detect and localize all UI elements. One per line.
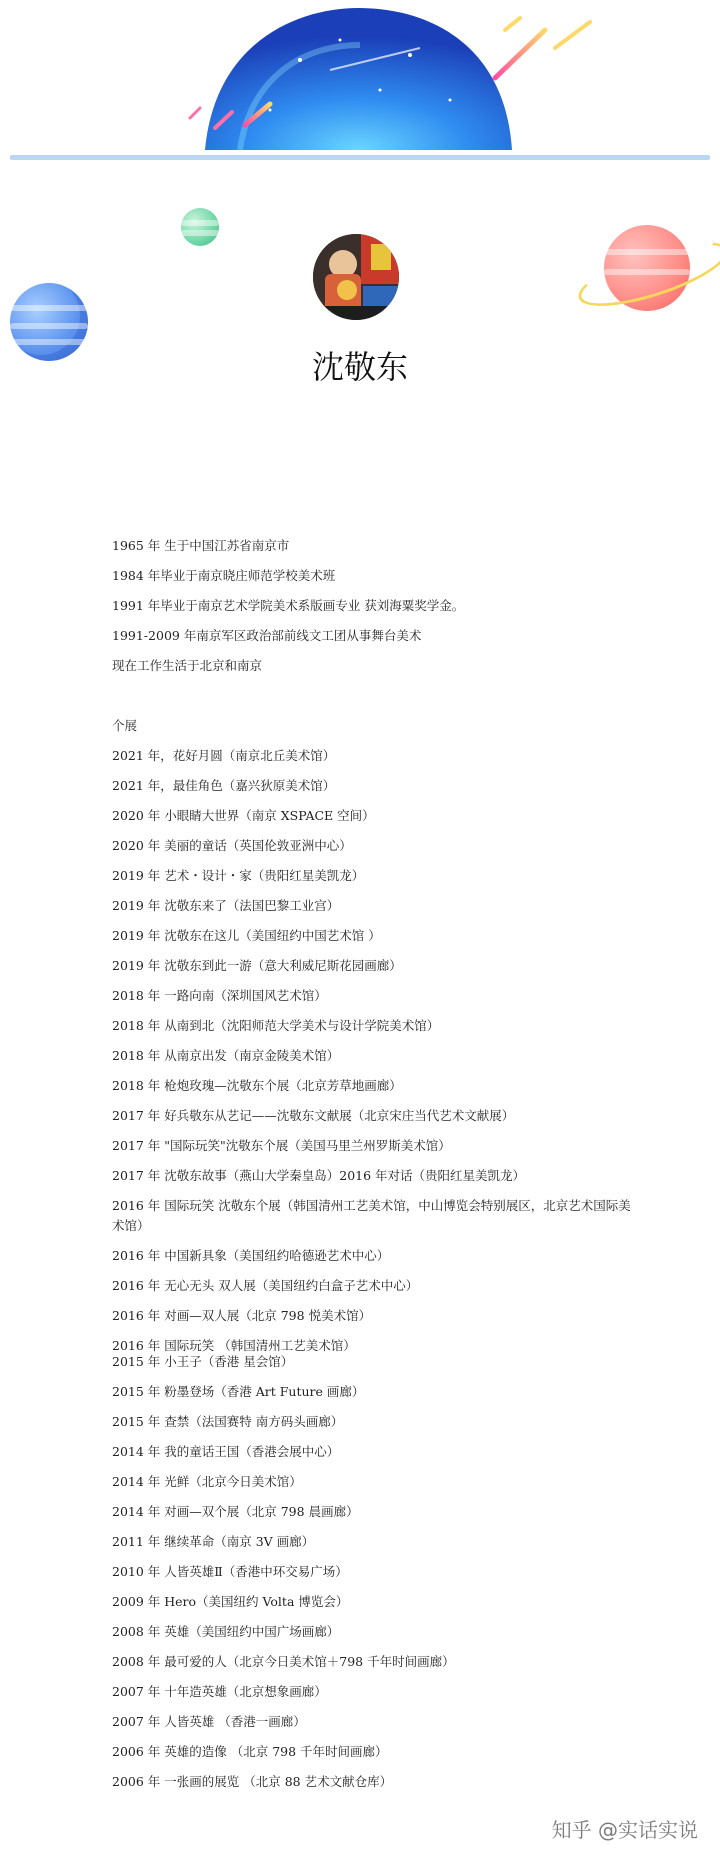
bio-line: 1965 年 生于中国江苏省南京市 xyxy=(112,538,290,553)
solo-show-item: 2016 年 国际玩笑 （韩国清州工艺美术馆） xyxy=(112,1338,356,1353)
solo-show-item: 2007 年 十年造英雄（北京想象画廊） xyxy=(112,1684,327,1699)
solo-show-item: 2006 年 英雄的造像 （北京 798 千年时间画廊） xyxy=(112,1744,388,1759)
solo-show-item: 2019 年 沈敬东到此一游（意大利威尼斯花园画廊） xyxy=(112,958,402,973)
solo-show-item: 2015 年 小王子（香港 星会馆） xyxy=(112,1354,294,1369)
solo-show-item: 2020 年 美丽的童话（英国伦敦亚洲中心） xyxy=(112,838,352,853)
solo-show-item: 2016 年 无心无头 双人展（美国纽约白盒子艺术中心） xyxy=(112,1278,419,1293)
solo-show-item: 2019 年 沈敬东来了（法国巴黎工业宫） xyxy=(112,898,340,913)
bio-line: 现在工作生活于北京和南京 xyxy=(112,658,263,673)
solo-show-item: 2007 年 人皆英雄 （香港一画廊） xyxy=(112,1714,306,1729)
solo-show-item: 2008 年 英雄（美国纽约中国广场画廊） xyxy=(112,1624,340,1639)
bio-line: 1991-2009 年南京军区政治部前线文工团从事舞台美术 xyxy=(112,628,422,643)
solo-show-item: 2018 年 枪炮玫瑰—沈敬东个展（北京芳草地画廊） xyxy=(112,1078,402,1093)
header-illustration xyxy=(0,0,720,170)
avatar-portrait-image xyxy=(313,234,399,320)
watermark: 知乎 @实话实说 xyxy=(551,1818,698,1842)
solo-show-item: 2009 年 Hero（美国纽约 Volta 博览会） xyxy=(112,1594,349,1609)
avatar xyxy=(313,234,399,320)
solo-show-item: 2019 年 艺术・设计・家（贵阳红星美凯龙） xyxy=(112,868,365,883)
solo-show-item: 2014 年 对画—双个展（北京 798 晨画廊） xyxy=(112,1504,359,1519)
solo-show-item: 2006 年 一张画的展览 （北京 88 艺术文献仓库） xyxy=(112,1774,393,1789)
biography-content xyxy=(112,531,632,1797)
solo-show-item: 2018 年 从南到北（沈阳师范大学美术与设计学院美术馆） xyxy=(112,1018,440,1033)
solo-show-item: 2011 年 继续革命（南京 3V 画廊） xyxy=(112,1534,315,1549)
solo-show-item: 2021 年，花好月圆（南京北丘美术馆） xyxy=(112,748,336,763)
solo-show-item: 2014 年 光鲜（北京今日美术馆） xyxy=(112,1474,302,1489)
solo-show-item: 2018 年 从南京出发（南京金陵美术馆） xyxy=(112,1048,340,1063)
bio-line: 1991 年毕业于南京艺术学院美术系版画专业 获刘海粟奖学金。 xyxy=(112,598,465,613)
solo-show-item: 2021 年，最佳角色（嘉兴狄原美术馆） xyxy=(112,778,336,793)
solo-show-item: 2016 年 对画—双人展（北京 798 悦美术馆） xyxy=(112,1308,372,1323)
solo-show-item: 2014 年 我的童话王国（香港会展中心） xyxy=(112,1444,340,1459)
bio-line: 1984 年毕业于南京晓庄师范学校美术班 xyxy=(112,568,336,583)
solo-show-item: 2020 年 小眼睛大世界（南京 XSPACE 空间） xyxy=(112,808,375,823)
solo-show-item: 2018 年 一路向南（深圳国风艺术馆） xyxy=(112,988,327,1003)
solo-shows-heading: 个展 xyxy=(112,718,138,733)
solo-show-item: 2016 年 中国新具象（美国纽约哈德逊艺术中心） xyxy=(112,1248,390,1263)
solo-show-item: 2008 年 最可爱的人（北京今日美术馆＋798 千年时间画廊） xyxy=(112,1654,455,1669)
planet-dome-graphic xyxy=(0,0,720,170)
solo-show-item: 2019 年 沈敬东在这儿（美国纽约中国艺术馆 ） xyxy=(112,928,381,943)
solo-show-item: 2017 年 好兵敬东从艺记——沈敬东文献展（北京宋庄当代艺术文献展） xyxy=(112,1108,515,1123)
solo-show-item: 2017 年 沈敬东故事（燕山大学秦皇岛）2016 年对话（贵阳红星美凯龙） xyxy=(112,1168,526,1183)
solo-show-item: 2015 年 粉墨登场（香港 Art Future 画廊） xyxy=(112,1384,365,1399)
page-title: 沈敬东 xyxy=(311,348,408,386)
green-planet-decoration xyxy=(181,208,219,246)
solo-show-item: 2010 年 人皆英雄Ⅱ（香港中环交易广场） xyxy=(112,1564,348,1579)
solo-show-item: 2016 年 国际玩笑 沈敬东个展（韩国清州工艺美术馆，中山博览会特别展区，北京艺术国际美术馆） xyxy=(112,1198,631,1233)
solo-show-item: 2017 年 "国际玩笑"沈敬东个展（美国马里兰州罗斯美术馆） xyxy=(112,1138,451,1153)
solo-show-item: 2015 年 查禁（法国赛特 南方码头画廊） xyxy=(112,1414,344,1429)
